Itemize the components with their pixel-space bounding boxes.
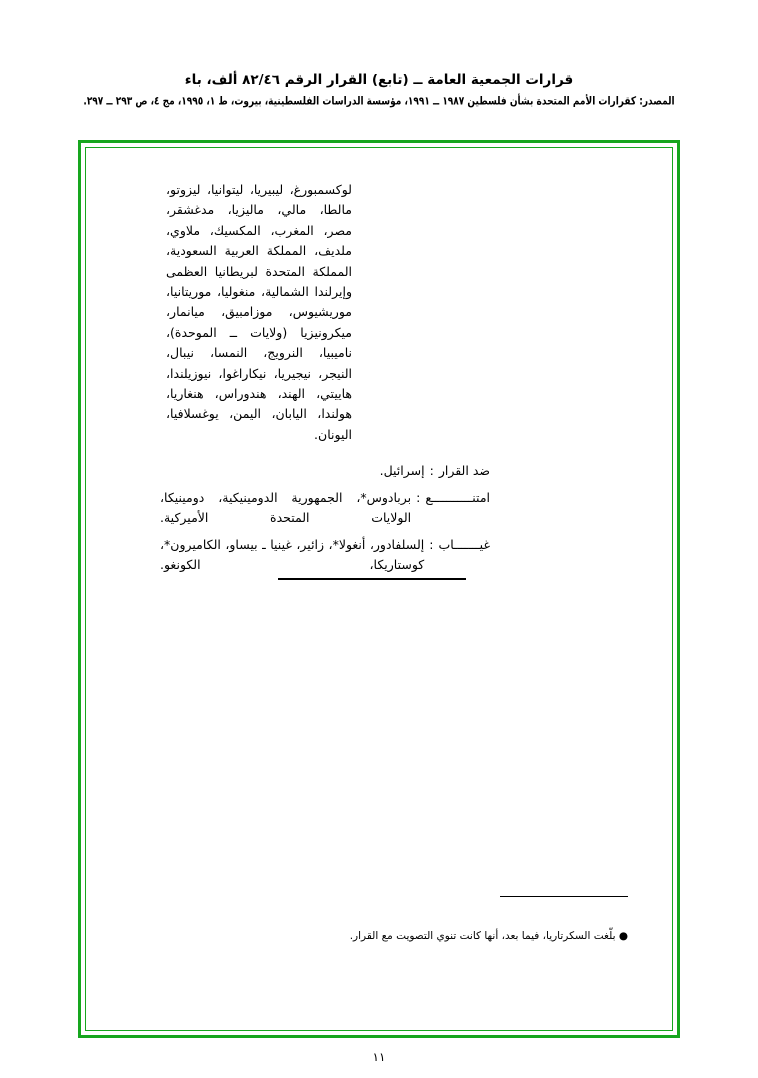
document-header	[0, 72, 758, 107]
vote-row-label: ضد القرار	[438, 463, 490, 479]
countries-paragraph: لوكسمبورغ، ليبيريا، ليتوانيا، ليزوتو، مالطا، مالي، ماليزيا، مدغشقر، مصر، المغرب، المكسيك، ملاوي، ملديف، المملكة العربية السعودية، المملكة المتحدة لبريطانيا العظمى وإيرلندا الشمالية، منغوليا، موريتانيا، موريشيوس، موزامبيق، ميانمار، ميكرونيزيا (ولايات ــ الموحدة)، ناميبيا، النرويج، النمسا، نيبال، النيجر، نيجيريا، نيكاراغوا، نيوزيلندا، هاييتي، الهند، هندوراس، هنغاريا، هولندا، اليابان، اليمن، يوغسلافيا، اليونان.	[166, 182, 352, 442]
page-number: ١١	[372, 1050, 386, 1064]
vote-row-colon: :	[429, 536, 434, 552]
vote-row-colon: :	[416, 489, 421, 505]
footnote-text: ● بلّغت السكرتاريا، فيما بعد، أنها كانت تنوي التصويت مع القرار.	[349, 930, 628, 942]
vote-result-list	[160, 461, 490, 575]
vote-row	[160, 488, 490, 529]
document-body	[0, 180, 758, 581]
vote-row-value: إلسلفادور، أنغولا*، زائير، غينيا ـ بيساو، الكاميرون*، كوستاريكا، الكونغو.	[160, 536, 425, 572]
vote-row-value: بربادوس*، الجمهورية الدومينيكية، دومينيكا، الولايات المتحدة الأميركية.	[160, 489, 412, 526]
section-divider	[278, 578, 466, 580]
page-title: قرارات الجمعية العامة ــ (تابع) القرار الرقم ٨٢/٤٦ ألف، باء	[184, 72, 574, 88]
vote-row-value: إسرائيل.	[379, 463, 425, 479]
vote-row	[160, 461, 490, 481]
vote-row-colon: :	[429, 463, 434, 479]
vote-row-label: امتنـــــــــــع	[425, 489, 490, 505]
footnote-divider	[500, 896, 628, 897]
source-line: المصدر: كقرارات الأمم المتحدة بشأن فلسطين ١٩٨٧ ــ ١٩٩١، مؤسسة الدراسات الفلسطينية، بيروت، ط ١، ١٩٩٥، مج ٤، ص ٢٩٣ ــ ٢٩٧.	[83, 95, 675, 109]
vote-row	[160, 535, 490, 576]
vote-row-label: غيـــــــاب	[438, 536, 490, 552]
